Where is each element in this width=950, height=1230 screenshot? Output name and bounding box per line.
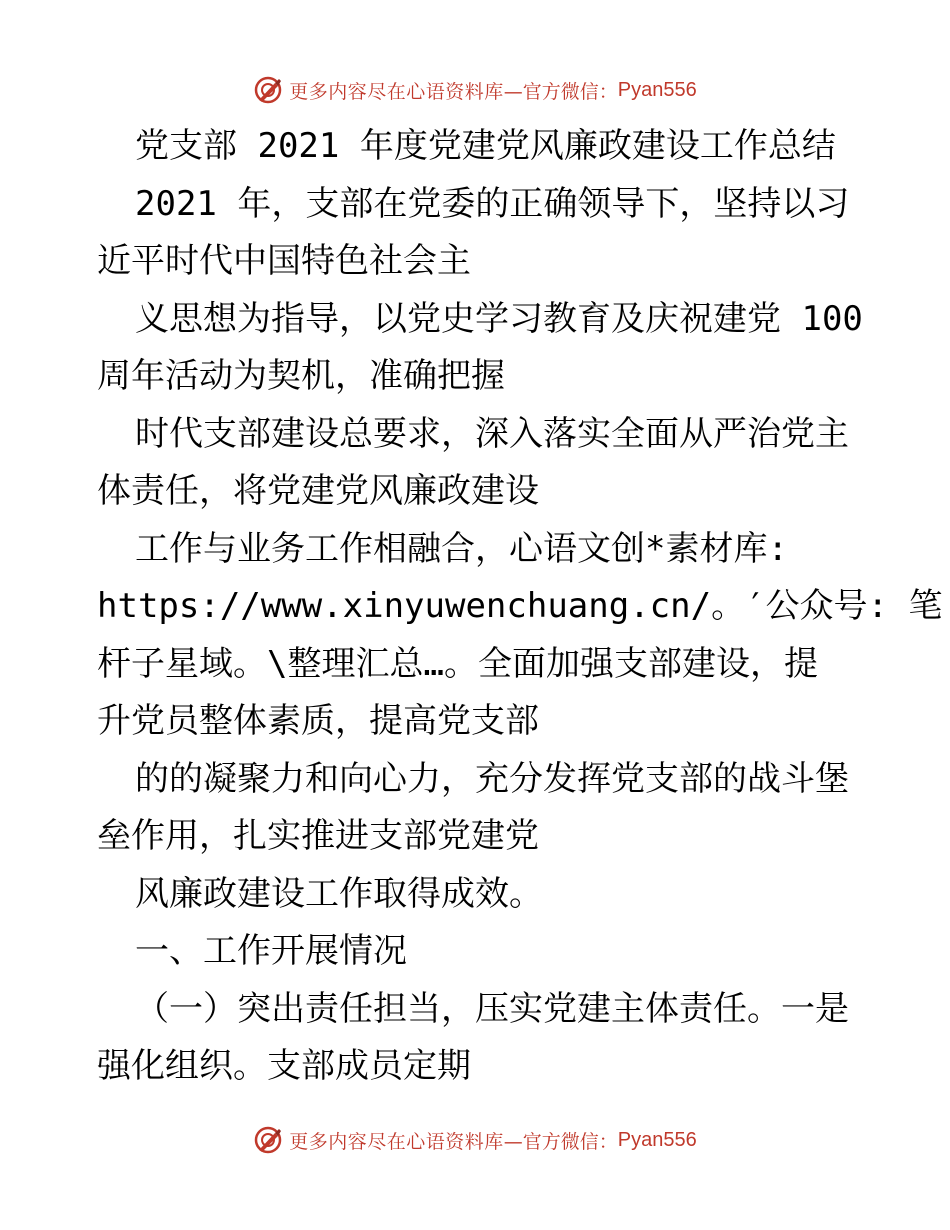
text-line: 升党员整体素质，提高党支部	[97, 701, 539, 741]
text-line: https://www.xinyuwenchuang.cn/。′公众号: 笔	[97, 586, 943, 626]
text-line: 2021 年，支部在党委的正确领导下，坚持以习	[135, 183, 850, 224]
text-line: 垒作用，扎实推进支部党建党	[97, 816, 539, 856]
text-line: 工作与业务工作相融合，心语文创*素材库:	[135, 528, 788, 569]
pen-logo-icon	[253, 1125, 283, 1155]
banner-separator: —官方微信：	[503, 80, 618, 103]
text-line: 强化组织。支部成员定期	[97, 1046, 471, 1086]
document-title: 党支部 2021 年度党建党风廉政建设工作总结	[135, 126, 836, 166]
banner-account: Pyan556	[617, 1128, 697, 1151]
text-line: 时代支部建设总要求，深入落实全面从严治党主	[135, 413, 849, 454]
banner-text: 更多内容尽在心语资料库	[289, 1130, 504, 1153]
text-line: 风廉政建设工作取得成效。	[135, 873, 543, 914]
banner-separator: —官方微信：	[503, 1130, 618, 1153]
banner-account: Pyan556	[617, 78, 697, 101]
pen-logo-icon	[253, 75, 283, 105]
document-body	[97, 118, 943, 1096]
banner-text: 更多内容尽在心语资料库	[289, 80, 504, 103]
text-line: 近平时代中国特色社会主	[97, 241, 471, 281]
text-line: 杆子星域。\整理汇总…。全面加强支部建设，提	[97, 643, 818, 684]
text-line: 体责任，将党建党风廉政建设	[97, 471, 539, 511]
footer-banner	[0, 1120, 950, 1160]
text-line: 周年活动为契机，准确把握	[97, 356, 505, 396]
text-line: 义思想为指导，以党史学习教育及庆祝建党 100	[135, 298, 863, 339]
subsection-heading: （一）突出责任担当，压实党建主体责任。一是	[135, 988, 849, 1029]
text-line: 的的凝聚力和向心力，充分发挥党支部的战斗堡	[135, 758, 849, 799]
header-banner	[0, 70, 950, 110]
section-heading: 一、工作开展情况	[135, 931, 407, 971]
